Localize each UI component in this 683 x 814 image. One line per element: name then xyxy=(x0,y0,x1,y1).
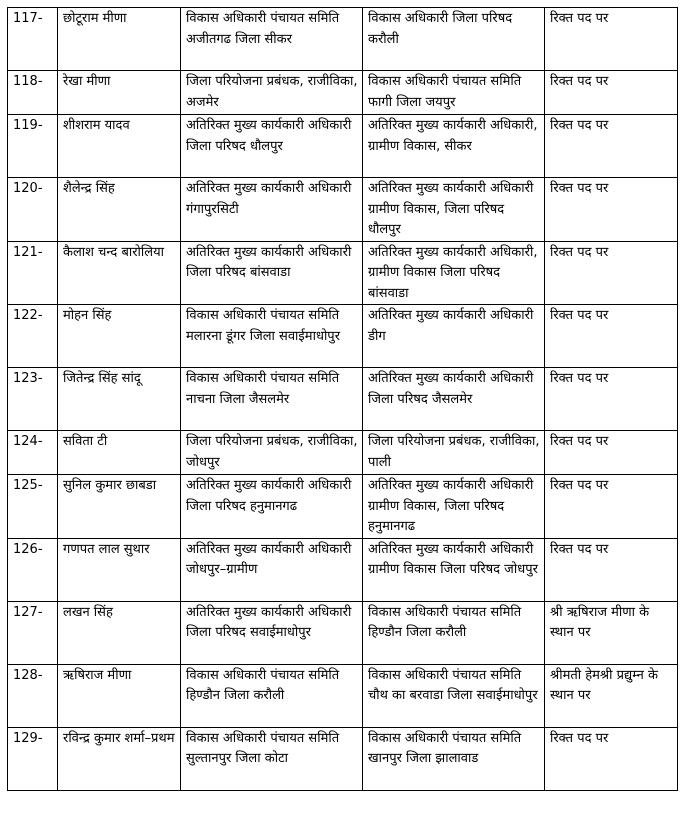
remark: रिक्त पद पर xyxy=(545,8,678,71)
officer-name: सुनिल कुमार छाबडा xyxy=(58,475,181,539)
new-posting: विकास अधिकारी पंचायत समिति हिण्डौन जिला करौली xyxy=(363,601,545,664)
table-row xyxy=(8,538,678,601)
serial-number: 123- xyxy=(8,368,58,431)
table-row xyxy=(8,71,678,115)
officer-name: मोहन सिंह xyxy=(58,305,181,368)
new-posting: विकास अधिकारी पंचायत समिति फागी जिला जयपुर xyxy=(363,71,545,115)
officer-name: रेखा मीणा xyxy=(58,71,181,115)
table-body xyxy=(8,8,678,791)
new-posting: अतिरिक्त मुख्य कार्यकारी अधिकारी ग्रामीण विकास, जिला परिषद हनुमानगढ xyxy=(363,475,545,539)
current-posting: विकास अधिकारी पंचायत समिति सुल्तानपुर जिला कोटा xyxy=(181,727,363,790)
new-posting: विकास अधिकारी जिला परिषद करौली xyxy=(363,8,545,71)
new-posting: अतिरिक्त मुख्य कार्यकारी अधिकारी, ग्रामीण विकास, सीकर xyxy=(363,115,545,178)
table-row xyxy=(8,664,678,727)
serial-number: 120- xyxy=(8,178,58,242)
current-posting: अतिरिक्त मुख्य कार्यकारी अधिकारी जिला परिषद हनुमानगढ xyxy=(181,475,363,539)
current-posting: विकास अधिकारी पंचायत समिति हिण्डौन जिला करौली xyxy=(181,664,363,727)
table-row xyxy=(8,727,678,790)
new-posting: अतिरिक्त मुख्य कार्यकारी अधिकारी, ग्रामीण विकास जिला परिषद बांसवाडा xyxy=(363,241,545,305)
serial-number: 125- xyxy=(8,475,58,539)
serial-number: 124- xyxy=(8,431,58,475)
current-posting: विकास अधिकारी पंचायत समिति मलारना डूंगर जिला सवाईमाधोपुर xyxy=(181,305,363,368)
serial-number: 118- xyxy=(8,71,58,115)
serial-number: 127- xyxy=(8,601,58,664)
officer-name: जितेन्द्र सिंह सांदू xyxy=(58,368,181,431)
current-posting: जिला परियोजना प्रबंधक, राजीविका, जोधपुर xyxy=(181,431,363,475)
table-row xyxy=(8,475,678,539)
new-posting: अतिरिक्त मुख्य कार्यकारी अधिकारी ग्रामीण विकास जिला परिषद जोधपुर xyxy=(363,538,545,601)
remark: रिक्त पद पर xyxy=(545,241,678,305)
new-posting: अतिरिक्त मुख्य कार्यकारी अधिकारी डीग xyxy=(363,305,545,368)
current-posting: अतिरिक्त मुख्य कार्यकारी अधिकारी जिला परिषद सवाईमाधोपुर xyxy=(181,601,363,664)
serial-number: 126- xyxy=(8,538,58,601)
current-posting: विकास अधिकारी पंचायत समिति अजीतगढ जिला सीकर xyxy=(181,8,363,71)
officer-name: गणपत लाल सुथार xyxy=(58,538,181,601)
current-posting: अतिरिक्त मुख्य कार्यकारी अधिकारी जोधपुर–ग्रामीण xyxy=(181,538,363,601)
serial-number: 122- xyxy=(8,305,58,368)
current-posting: जिला परियोजना प्रबंधक, राजीविका, अजमेर xyxy=(181,71,363,115)
table-row xyxy=(8,601,678,664)
remark: रिक्त पद पर xyxy=(545,178,678,242)
remark: श्री ऋषिराज मीणा के स्थान पर xyxy=(545,601,678,664)
officer-name: सविता टी xyxy=(58,431,181,475)
officer-name: कैलाश चन्द बारोलिया xyxy=(58,241,181,305)
officer-name: लखन सिंह xyxy=(58,601,181,664)
transfer-table xyxy=(7,7,678,791)
current-posting: अतिरिक्त मुख्य कार्यकारी अधिकारी जिला परिषद बांसवाडा xyxy=(181,241,363,305)
current-posting: अतिरिक्त मुख्य कार्यकारी अधिकारी जिला परिषद धौलपुर xyxy=(181,115,363,178)
remark: रिक्त पद पर xyxy=(545,115,678,178)
officer-name: शीशराम यादव xyxy=(58,115,181,178)
serial-number: 129- xyxy=(8,727,58,790)
remark: रिक्त पद पर xyxy=(545,71,678,115)
new-posting: अतिरिक्त मुख्य कार्यकारी अधिकारी जिला परिषद जैसलमेर xyxy=(363,368,545,431)
remark: रिक्त पद पर xyxy=(545,431,678,475)
remark: रिक्त पद पर xyxy=(545,538,678,601)
table-row xyxy=(8,305,678,368)
remark: श्रीमती हेमश्री प्रद्युम्न के स्थान पर xyxy=(545,664,678,727)
new-posting: जिला परियोजना प्रबंधक, राजीविका, पाली xyxy=(363,431,545,475)
officer-name: छोटूराम मीणा xyxy=(58,8,181,71)
new-posting: विकास अधिकारी पंचायत समिति चौथ का बरवाडा जिला सवाईमाधोपुर xyxy=(363,664,545,727)
officer-name: ऋषिराज मीणा xyxy=(58,664,181,727)
current-posting: अतिरिक्त मुख्य कार्यकारी अधिकारी गंगापुरसिटी xyxy=(181,178,363,242)
remark: रिक्त पद पर xyxy=(545,368,678,431)
remark: रिक्त पद पर xyxy=(545,305,678,368)
table-row xyxy=(8,115,678,178)
current-posting: विकास अधिकारी पंचायत समिति नाचना जिला जैसलमेर xyxy=(181,368,363,431)
serial-number: 119- xyxy=(8,115,58,178)
officer-name: रविन्द्र कुमार शर्मा–प्रथम xyxy=(58,727,181,790)
officer-name: शैलेन्द्र सिंह xyxy=(58,178,181,242)
serial-number: 128- xyxy=(8,664,58,727)
table-row xyxy=(8,368,678,431)
table-row xyxy=(8,178,678,242)
serial-number: 121- xyxy=(8,241,58,305)
new-posting: अतिरिक्त मुख्य कार्यकारी अधिकारी ग्रामीण विकास, जिला परिषद धौलपुर xyxy=(363,178,545,242)
table-row xyxy=(8,241,678,305)
remark: रिक्त पद पर xyxy=(545,475,678,539)
remark: रिक्त पद पर xyxy=(545,727,678,790)
table-row xyxy=(8,8,678,71)
serial-number: 117- xyxy=(8,8,58,71)
table-row xyxy=(8,431,678,475)
new-posting: विकास अधिकारी पंचायत समिति खानपुर जिला झालावाड xyxy=(363,727,545,790)
